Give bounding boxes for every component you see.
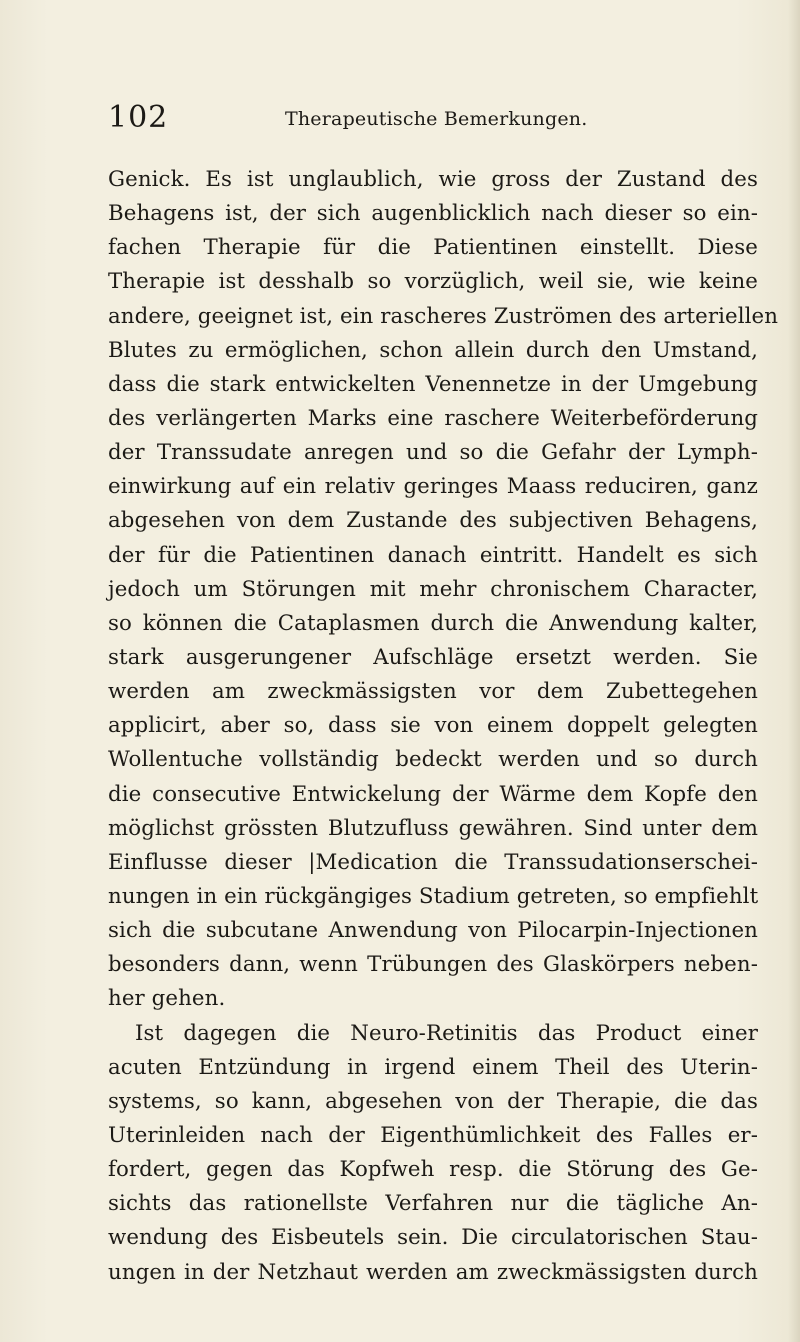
text-line: Einflusse dieser |Medication die Transsudationserschei- <box>108 849 758 875</box>
text-line: Wollentuche vollständig bedeckt werden und so durch <box>108 747 758 773</box>
text-line: werden am zweckmässigsten vor dem Zubettegehen <box>108 679 758 705</box>
text-line: der Transsudate anregen und so die Gefahr der Lymph- <box>108 440 758 466</box>
text-line: möglichst grössten Blutzufluss gewähren. Sind unter dem <box>108 815 758 841</box>
text-line: Uterinleiden nach der Eigenthümlichkeit des Falles er- <box>108 1122 758 1148</box>
text-line: fachen Therapie für die Patientinen einstellt. Diese <box>108 235 758 261</box>
text-line: applicirt, aber so, dass sie von einem doppelt gelegten <box>108 713 758 739</box>
text-line: die consecutive Entwickelung der Wärme dem Kopfe den <box>108 781 758 807</box>
body-text <box>108 163 779 1290</box>
text-line: jedoch um Störungen mit mehr chronischem Character, <box>108 576 758 602</box>
page-number: 102 <box>108 100 169 135</box>
paragraph-end-line: her gehen. <box>108 986 226 1012</box>
page-header <box>108 94 728 134</box>
text-line: andere, geeignet ist, ein rascheres Zuströmen des arteriellen <box>108 303 779 329</box>
text-line: abgesehen von dem Zustande des subjectiven Behagens, <box>108 508 758 534</box>
page-edge-shadow <box>788 0 800 1342</box>
text-line: nungen in ein rückgängiges Stadium getreten, so empfiehlt <box>108 883 759 909</box>
text-line: der für die Patientinen danach eintritt. Handelt es sich <box>108 542 758 568</box>
text-line: besonders dann, wenn Trübungen des Glaskörpers neben- <box>108 952 758 978</box>
text-line: Therapie ist desshalb so vorzüglich, weil sie, wie keine <box>108 269 758 295</box>
text-line: wendung des Eisbeutels sein. Die circulatorischen Stau- <box>108 1225 758 1251</box>
text-line: Genick. Es ist unglaublich, wie gross der Zustand des <box>108 167 758 192</box>
text-line: ungen in der Netzhaut werden am zweckmässigsten durch <box>108 1259 758 1285</box>
paragraph-start-line: Ist dagegen die Neuro-Retinitis das Product einer <box>135 1020 758 1046</box>
text-line: Blutes zu ermöglichen, schon allein durch den Umstand, <box>108 337 758 363</box>
text-line: fordert, gegen das Kopfweh resp. die Störung des Ge- <box>108 1157 758 1183</box>
text-line: acuten Entzündung in irgend einem Theil des Uterin- <box>108 1054 758 1080</box>
text-line: systems, so kann, abgesehen von der Therapie, die das <box>108 1088 758 1114</box>
text-line: stark ausgerungener Aufschläge ersetzt werden. Sie <box>108 644 758 670</box>
text-line: des verlängerten Marks eine raschere Weiterbeförderung <box>108 405 758 431</box>
running-head: Therapeutische Bemerkungen. <box>285 108 588 130</box>
text-line: sich die subcutane Anwendung von Pilocarpin-Injectionen <box>108 918 758 944</box>
text-line: sichts das rationellste Verfahren nur die tägliche An- <box>108 1191 758 1217</box>
text-line: einwirkung auf ein relativ geringes Maass reduciren, ganz <box>108 474 758 500</box>
text-line: Behagens ist, der sich augenblicklich nach dieser so ein- <box>108 201 758 227</box>
text-line: so können die Cataplasmen durch die Anwendung kalter, <box>108 610 758 636</box>
text-line: dass die stark entwickelten Venennetze in der Umgebung <box>108 371 758 397</box>
